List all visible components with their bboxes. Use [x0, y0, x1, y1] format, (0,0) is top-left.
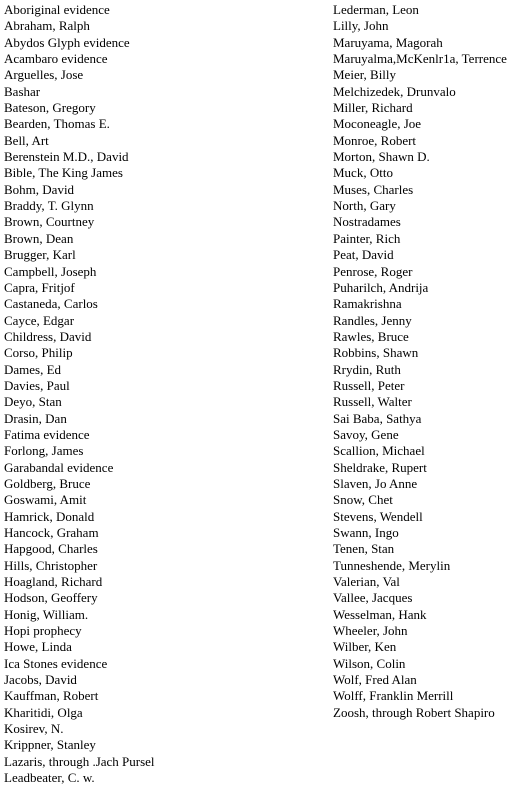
list-item: Tenen, Stan [333, 541, 395, 557]
list-item: Miller, Richard [333, 100, 413, 116]
list-item: Rawles, Bruce [333, 328, 409, 344]
list-item: Hopi prophecy [4, 623, 82, 639]
list-item: Deyo, Stan [4, 394, 62, 410]
list-item: Muses, Charles [333, 181, 414, 197]
list-item: Lederman, Leon [333, 2, 419, 17]
list-item: Robbins, Shawn [333, 345, 419, 361]
list-item: Randles, Jenny [333, 312, 412, 328]
list-item: Berenstein M.D., David [4, 149, 129, 165]
list-item: Penrose, Roger [333, 263, 413, 279]
list-item: Wilber, Ken [333, 639, 397, 655]
list-item: Hoagland, Richard [4, 574, 103, 590]
list-item: Bohm, David [4, 181, 75, 197]
list-item: Brown, Dean [4, 230, 74, 246]
list-item: Swann, Ingo [333, 525, 399, 540]
name-list-right-column [333, 2, 517, 721]
list-item: Wheeler, John [333, 623, 408, 639]
list-item: Abydos Glyph evidence [4, 34, 130, 50]
list-item: Maruyama, Magorah [333, 34, 443, 50]
list-item: Kharitidi, Olga [4, 704, 83, 720]
list-item: Tunneshende, Merylin [333, 557, 451, 573]
list-item: Meier, Billy [333, 67, 397, 83]
list-item: Snow, Chet [333, 492, 393, 508]
list-item: Howe, Linda [4, 639, 72, 655]
list-item: Hills, Christopher [4, 557, 98, 573]
list-item: Braddy, T. Glynn [4, 198, 94, 214]
list-item: Savoy, Gene [333, 426, 399, 442]
list-item: Cayce, Edgar [4, 312, 75, 328]
list-item: Nostradames [333, 214, 401, 230]
list-item: Kauffman, Robert [4, 688, 99, 704]
list-item: Wilson, Colin [333, 655, 406, 671]
list-item: Brown, Courtney [4, 214, 95, 230]
list-item: Arguelles, Jose [4, 67, 84, 83]
list-item: Wolf, Fred Alan [333, 672, 417, 688]
list-item: Honig, William. [4, 606, 89, 622]
list-item: Ramakrishna [333, 296, 402, 312]
list-item: Abraham, Ralph [4, 18, 90, 34]
list-item: Bell, Art [4, 132, 49, 148]
list-item: Garabandal evidence [4, 459, 114, 475]
list-item: Castaneda, Carlos [4, 296, 98, 312]
list-item: Goswami, Amit [4, 492, 87, 508]
list-item: Goldberg, Bruce [4, 475, 91, 491]
name-list-left-column [4, 2, 324, 787]
list-item: Vallee, Jacques [333, 590, 413, 606]
list-item: Lilly, John [333, 18, 389, 34]
list-item: Maruyalma,McKenlr1a, Terrence [333, 51, 507, 67]
list-item: Drasin, Dan [4, 410, 67, 426]
list-item: Painter, Rich [333, 230, 401, 246]
list-item: Bible, The King James [4, 165, 123, 181]
list-item: Morton, Shawn D. [333, 149, 430, 165]
list-item: Bearden, Thomas E. [4, 116, 110, 132]
list-item: Aboriginal evidence [4, 2, 110, 17]
list-item: Jacobs, David [4, 672, 77, 688]
list-item: Capra, Fritjof [4, 279, 75, 295]
list-item: Campbell, Joseph [4, 263, 97, 279]
list-item: Wesselman, Hank [333, 606, 427, 622]
list-item: Sheldrake, Rupert [333, 459, 427, 475]
list-item: Hamrick, Donald [4, 508, 95, 524]
list-item: Corso, Philip [4, 345, 73, 361]
list-item: Russell, Peter [333, 377, 405, 393]
list-item: Melchizedek, Drunvalo [333, 83, 456, 99]
list-item: Puharilch, Andrija [333, 279, 429, 295]
list-item: Wolff, Franklin Merrill [333, 688, 454, 704]
list-item: Monroe, Robert [333, 132, 417, 148]
list-item: Hancock, Graham [4, 525, 99, 540]
list-item: Childress, David [4, 328, 92, 344]
list-item: Zoosh, through Robert Shapiro [333, 704, 495, 720]
list-item: Lazaris, through .Jach Pursel [4, 753, 155, 769]
list-item: North, Gary [333, 198, 396, 214]
list-item: Bateson, Gregory [4, 100, 96, 116]
list-item: Muck, Otto [333, 165, 393, 181]
list-item: Krippner, Stanley [4, 737, 96, 753]
list-item: Acambaro evidence [4, 51, 108, 67]
list-item: Valerian, Val [333, 574, 400, 590]
list-item: Forlong, James [4, 443, 84, 459]
list-item: Kosirev, N. [4, 721, 64, 737]
list-item: Stevens, Wendell [333, 508, 423, 524]
list-item: Sai Baba, Sathya [333, 410, 422, 426]
list-item: Scallion, Michael [333, 443, 425, 459]
list-item: Rrydin, Ruth [333, 361, 401, 377]
list-item: Peat, David [333, 247, 394, 263]
list-item: Leadbeater, C. w. [4, 770, 95, 786]
list-item: Russell, Walter [333, 394, 412, 410]
list-item: Slaven, Jo Anne [333, 475, 418, 491]
list-item: Moconeagle, Joe [333, 116, 422, 132]
list-item: Hapgood, Charles [4, 541, 98, 557]
list-item: Ica Stones evidence [4, 655, 108, 671]
list-item: Fatima evidence [4, 426, 90, 442]
list-item: Bashar [4, 83, 41, 99]
list-item: Dames, Ed [4, 361, 62, 377]
list-item: Davies, Paul [4, 377, 70, 393]
list-item: Hodson, Geoffery [4, 590, 98, 606]
list-item: Brugger, Karl [4, 247, 76, 263]
